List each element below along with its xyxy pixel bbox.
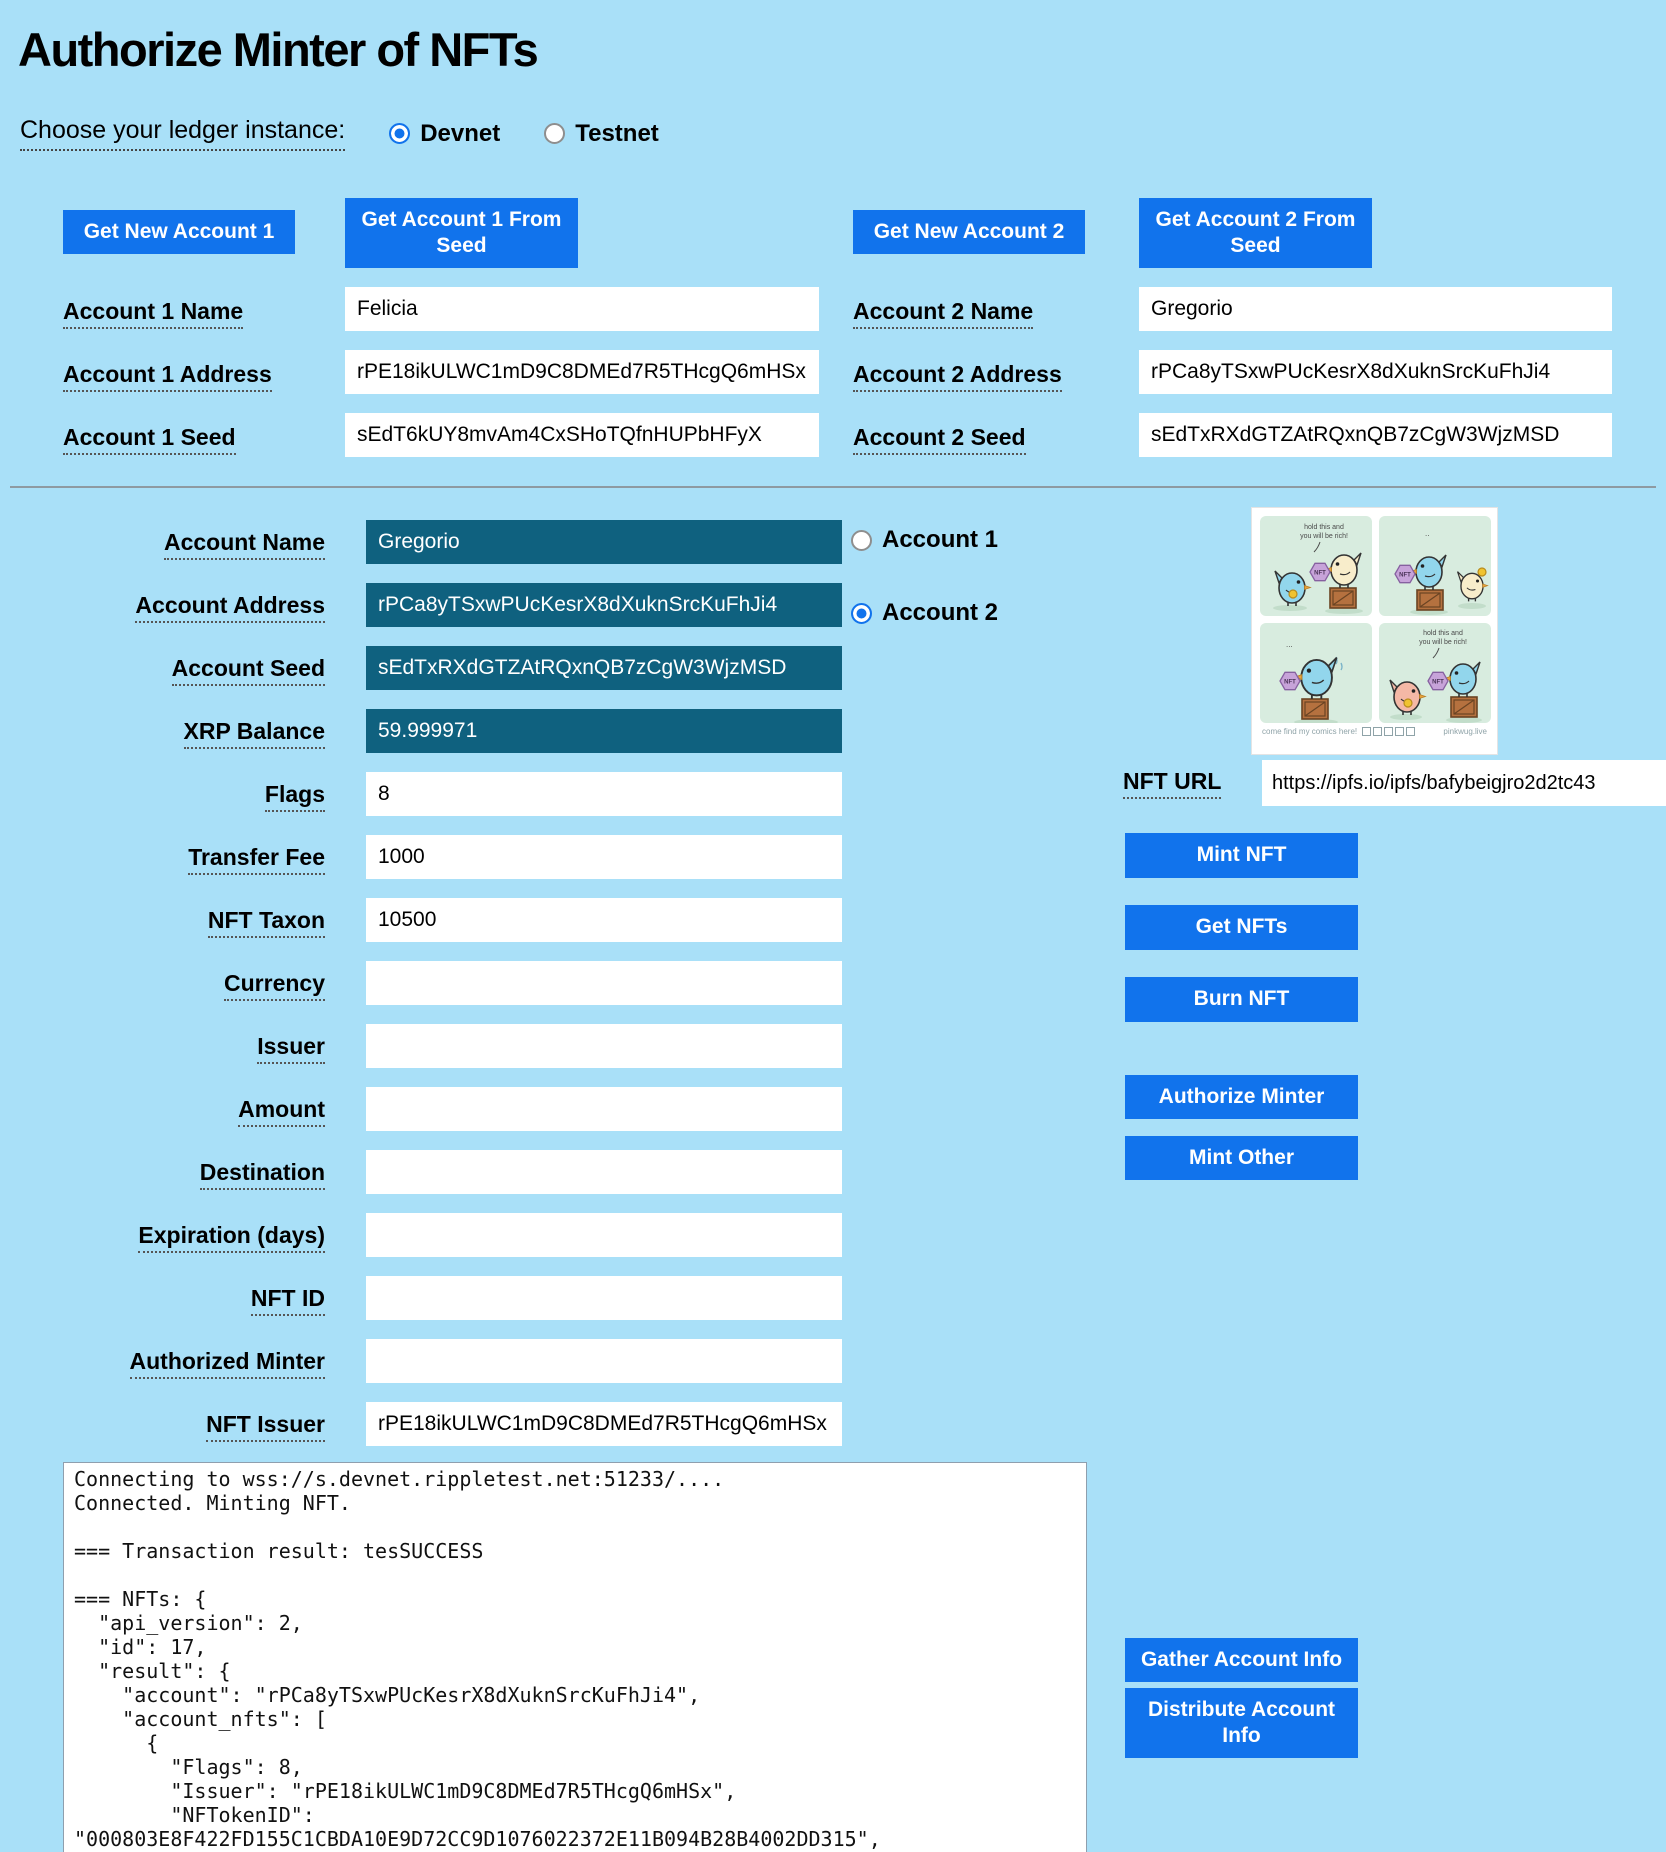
form-row-amount (0, 1087, 845, 1131)
social-icon (1362, 727, 1371, 736)
devnet-radio-label: Devnet (420, 119, 501, 147)
account2-seed-input[interactable] (1139, 413, 1612, 457)
account-selector (851, 527, 998, 673)
get-account1-from-seed-button[interactable]: Get Account 1 From Seed (345, 198, 578, 268)
speech-line-1: hold this and (1304, 524, 1344, 531)
get-nfts-button[interactable]: Get NFTs (1125, 905, 1358, 950)
form-row-xrp-balance (0, 709, 845, 753)
social-icons (1360, 727, 1415, 736)
get-new-account2-button[interactable]: Get New Account 2 (853, 210, 1085, 254)
comic-panel-2 (1379, 516, 1491, 616)
form-row-currency (0, 961, 845, 1005)
account1-name-input[interactable] (345, 287, 819, 331)
social-icon (1395, 727, 1404, 736)
expiration-field[interactable] (366, 1213, 842, 1257)
nft-issuer-field[interactable] (366, 1402, 842, 1446)
radio-devnet[interactable] (389, 120, 500, 148)
mint-other-button[interactable]: Mint Other (1125, 1136, 1358, 1180)
form-row-issuer (0, 1024, 845, 1068)
form-row-nft-id (0, 1276, 845, 1320)
distribute-account-info-button[interactable]: Distribute Account Info (1125, 1688, 1358, 1758)
account-name-label: Account Name (0, 529, 325, 556)
nft-url-input[interactable] (1262, 760, 1666, 806)
comic-panel-1 (1260, 516, 1372, 616)
burn-nft-button[interactable]: Burn NFT (1125, 977, 1358, 1022)
form-row-account-name (0, 520, 845, 564)
results-console[interactable] (63, 1462, 1087, 1852)
form-row-account-seed (0, 646, 845, 690)
xrp-balance-field[interactable] (366, 709, 842, 753)
account2-address-input[interactable] (1139, 350, 1612, 394)
comic-caption (1260, 727, 1489, 736)
account-address-field[interactable] (366, 583, 842, 627)
testnet-radio-label: Testnet (575, 119, 659, 147)
amount-field[interactable] (366, 1087, 842, 1131)
account1-name-label: Account 1 Name (63, 298, 243, 325)
page-title: Authorize Minter of NFTs (18, 23, 538, 76)
radio-testnet[interactable] (544, 120, 659, 148)
destination-label: Destination (0, 1159, 325, 1186)
account-seed-field[interactable] (366, 646, 842, 690)
form-row-authorized-minter (0, 1339, 845, 1383)
social-icon (1384, 727, 1393, 736)
nft-taxon-label: NFT Taxon (0, 907, 325, 934)
flags-label: Flags (0, 781, 325, 808)
currency-field[interactable] (366, 961, 842, 1005)
account2-name-label: Account 2 Name (853, 298, 1033, 325)
nft-id-field[interactable] (366, 1276, 842, 1320)
ellipsis-text: .. (1425, 529, 1430, 538)
currency-label: Currency (0, 970, 325, 997)
speech-line-1: hold this and (1423, 630, 1463, 637)
speech-line-2: you will be rich! (1300, 533, 1348, 540)
authorized-minter-field[interactable] (366, 1339, 842, 1383)
form-row-expiration (0, 1213, 845, 1257)
form-row-destination (0, 1150, 845, 1194)
flags-field[interactable] (366, 772, 842, 816)
account2-radio-icon[interactable] (851, 603, 872, 624)
form-row-nft-taxon (0, 898, 845, 942)
transfer-fee-field[interactable] (366, 835, 842, 879)
comic-panel-4 (1379, 623, 1491, 723)
xrp-balance-label: XRP Balance (0, 718, 325, 745)
transfer-fee-label: Transfer Fee (0, 844, 325, 871)
get-account2-from-seed-button[interactable]: Get Account 2 From Seed (1139, 198, 1372, 268)
account-name-field[interactable] (366, 520, 842, 564)
ledger-instance-row (20, 116, 659, 151)
form-row-nft-issuer (0, 1402, 845, 1446)
account1-seed-label: Account 1 Seed (63, 424, 236, 451)
nft-id-label: NFT ID (0, 1285, 325, 1312)
comic-caption-left: come find my comics here! (1262, 727, 1358, 736)
gather-account-info-button[interactable]: Gather Account Info (1125, 1638, 1358, 1682)
destination-field[interactable] (366, 1150, 842, 1194)
speech-line-2: you will be rich! (1419, 639, 1467, 646)
account1-address-label: Account 1 Address (63, 361, 272, 388)
nft-url-label: NFT URL (1123, 768, 1221, 795)
account-seed-label: Account Seed (0, 655, 325, 682)
form-row-flags (0, 772, 845, 816)
account-address-label: Account Address (0, 592, 325, 619)
testnet-radio-icon[interactable] (544, 123, 565, 144)
account2-name-input[interactable] (1139, 287, 1612, 331)
comic-grid (1260, 516, 1489, 723)
mint-nft-button[interactable]: Mint NFT (1125, 833, 1358, 878)
issuer-label: Issuer (0, 1033, 325, 1060)
expiration-label: Expiration (days) (0, 1222, 325, 1249)
account1-radio-icon[interactable] (851, 530, 872, 551)
amount-label: Amount (0, 1096, 325, 1123)
radio-account1[interactable] (851, 527, 998, 553)
account1-radio-label: Account 1 (882, 526, 999, 553)
nft-comic-image (1251, 507, 1498, 755)
nft-taxon-field[interactable] (366, 898, 842, 942)
form-row-transfer-fee (0, 835, 845, 879)
account1-address-input[interactable] (345, 350, 819, 394)
social-icon (1373, 727, 1382, 736)
ellipsis-text: ... (1286, 640, 1293, 649)
account2-address-label: Account 2 Address (853, 361, 1062, 388)
ledger-instance-label: Choose your ledger instance: (20, 116, 345, 151)
account2-radio-label: Account 2 (882, 599, 999, 626)
section-divider (10, 486, 1656, 488)
account1-seed-input[interactable] (345, 413, 819, 457)
issuer-field[interactable] (366, 1024, 842, 1068)
authorized-minter-label: Authorized Minter (0, 1348, 325, 1375)
devnet-radio-icon[interactable] (389, 123, 410, 144)
comic-panel-3 (1260, 623, 1372, 723)
nft-form (0, 520, 845, 1465)
social-icon (1406, 727, 1415, 736)
radio-account2[interactable] (851, 600, 998, 626)
comic-caption-right: pinkwug.live (1443, 727, 1487, 736)
authorize-minter-button[interactable]: Authorize Minter (1125, 1075, 1358, 1119)
account2-seed-label: Account 2 Seed (853, 424, 1026, 451)
nft-issuer-label: NFT Issuer (0, 1411, 325, 1438)
get-new-account1-button[interactable]: Get New Account 1 (63, 210, 295, 254)
form-row-account-address (0, 583, 845, 627)
